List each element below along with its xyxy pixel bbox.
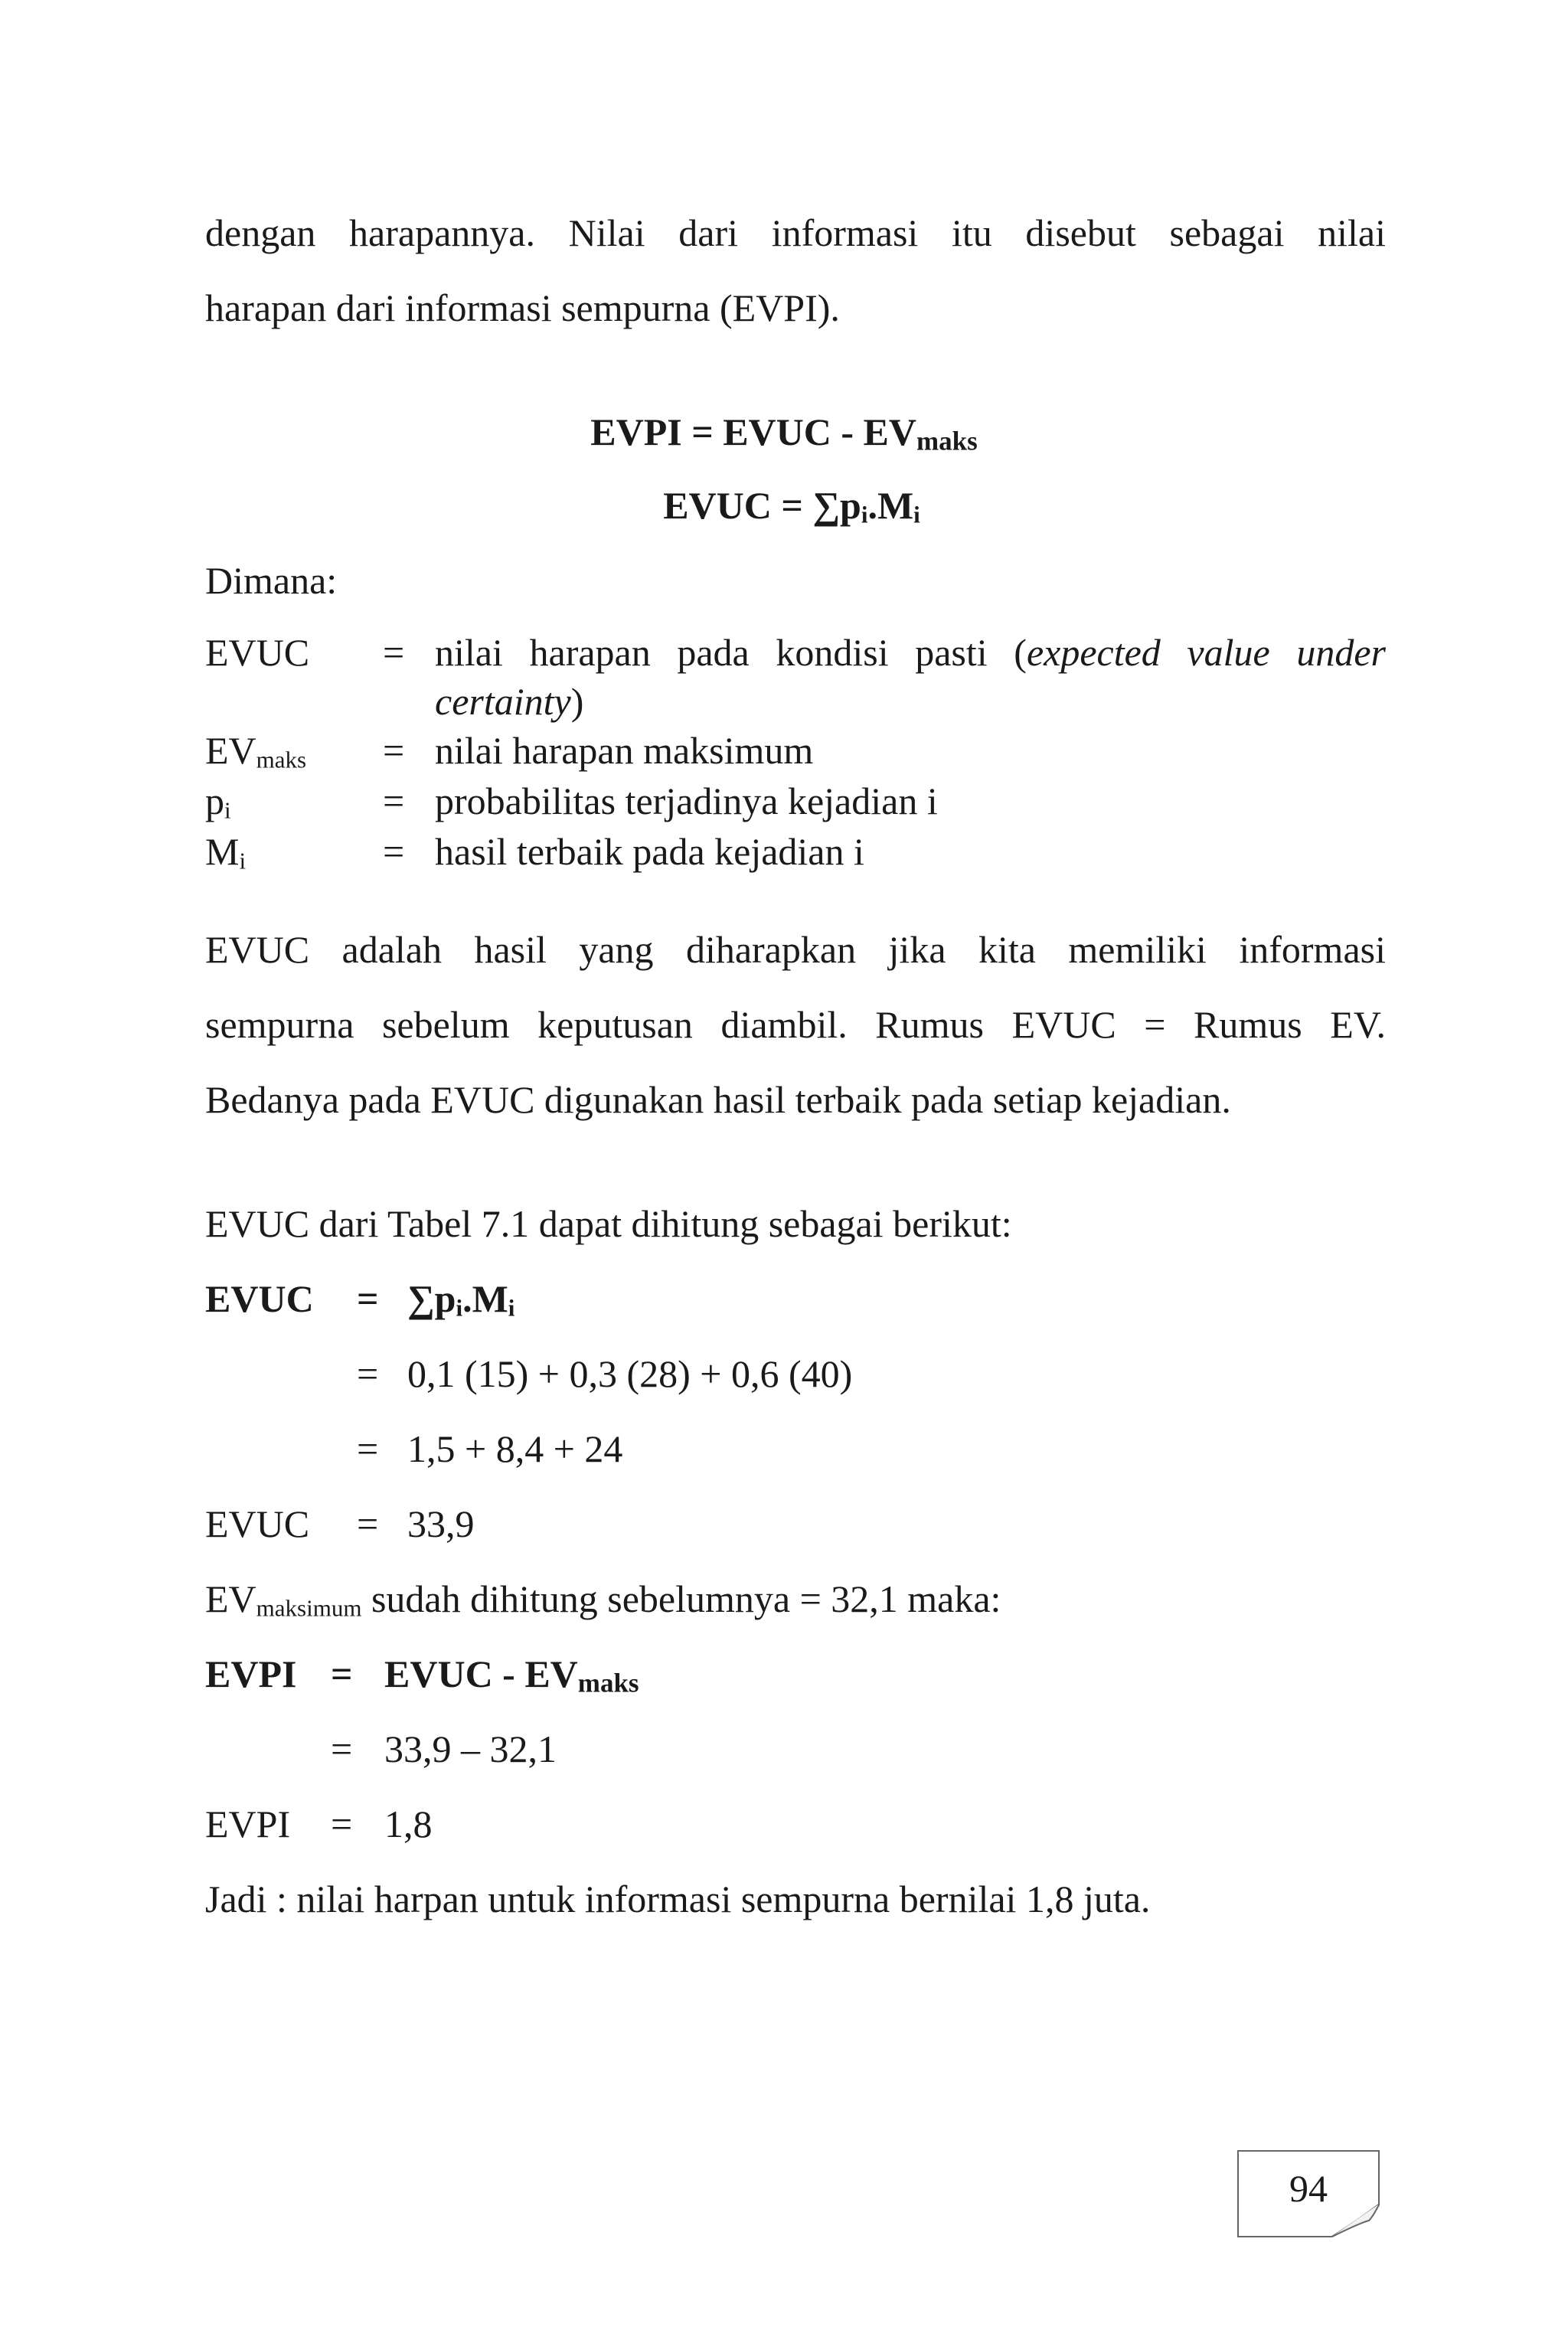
calc-equals: = <box>357 1502 379 1545</box>
def-equals: = <box>383 830 405 873</box>
calc-equals: = <box>331 1727 353 1770</box>
calc-evmax-line: $EV_{maksimum}$ sudah dihitung sebelumnya = 32,1 maka: <box>205 1577 1001 1622</box>
calc-step-1: 0,1 (15) + 0,3 (28) + 0,6 (40) <box>407 1352 853 1395</box>
calc-evpi-step: 33,9 – 32,1 <box>384 1727 557 1770</box>
folded-corner-icon <box>1331 2204 1380 2237</box>
paragraph-line: sempurna sebelum keputusan diambil. Rumus EVUC = Rumus EV. <box>205 1003 1386 1046</box>
calc-equals: = <box>357 1277 379 1320</box>
paragraph-line: EVUC adalah hasil yang diharapkan jika kita memiliki informasi <box>205 928 1386 971</box>
calc-equals: = <box>357 1427 379 1470</box>
formula-evuc: EVUC = $\sum p_i.M_i$ <box>663 484 920 528</box>
page-number: 94 <box>1289 2167 1328 2210</box>
calc-evuc-label: EVUC <box>205 1277 314 1320</box>
def-term-pi: $p_i$ <box>205 779 231 824</box>
def-text-evuc: nilai harapan pada kondisi pasti (expected value under <box>435 631 1386 674</box>
calc-evpi-result-label: EVPI <box>205 1802 291 1845</box>
calc-result: 33,9 <box>407 1502 475 1545</box>
def-text-mi: hasil terbaik pada kejadian i <box>435 830 864 873</box>
calc-evuc-formula: $\sum p_i.M_i$ <box>407 1277 515 1322</box>
calc-result-label: EVUC <box>205 1502 310 1545</box>
page-number-box <box>1237 2150 1380 2237</box>
calc-equals: = <box>331 1802 353 1845</box>
calc-intro: EVUC dari Tabel 7.1 dapat dihitung sebagai berikut: <box>205 1202 1012 1245</box>
def-term-evmaks: $EV_{maks}$ <box>205 729 307 773</box>
conclusion: Jadi : nilai harpan untuk informasi sempurna bernilai 1,8 juta. <box>205 1878 1151 1920</box>
def-text-evuc-cont: certainty) <box>435 680 584 723</box>
calc-equals: = <box>357 1352 379 1395</box>
calc-equals: = <box>331 1652 353 1695</box>
calc-step-2: 1,5 + 8,4 + 24 <box>407 1427 623 1470</box>
def-text-pi: probabilitas terjadinya kejadian i <box>435 779 938 822</box>
def-equals: = <box>383 729 405 772</box>
formula-evpi: EVPI = EVUC - $EV_{maks}$ <box>590 410 978 456</box>
def-equals: = <box>383 631 405 674</box>
def-term-mi: $M_i$ <box>205 830 247 874</box>
paragraph-line: dengan harapannya. Nilai dari informasi itu disebut sebagai nilai <box>205 211 1386 254</box>
calc-evpi-label: EVPI <box>205 1652 297 1695</box>
def-text-evmaks: nilai harapan maksimum <box>435 729 814 772</box>
paragraph-line: Bedanya pada EVUC digunakan hasil terbaik pada setiap kejadian. <box>205 1078 1231 1121</box>
dimana-label: Dimana: <box>205 559 338 602</box>
calc-evpi-result: 1,8 <box>384 1802 433 1845</box>
paragraph-line: harapan dari informasi sempurna (EVPI). <box>205 286 840 329</box>
def-term-evuc: EVUC <box>205 631 310 674</box>
calc-evpi-formula: EVUC - $EV_{maks}$ <box>384 1652 639 1698</box>
def-equals: = <box>383 779 405 822</box>
